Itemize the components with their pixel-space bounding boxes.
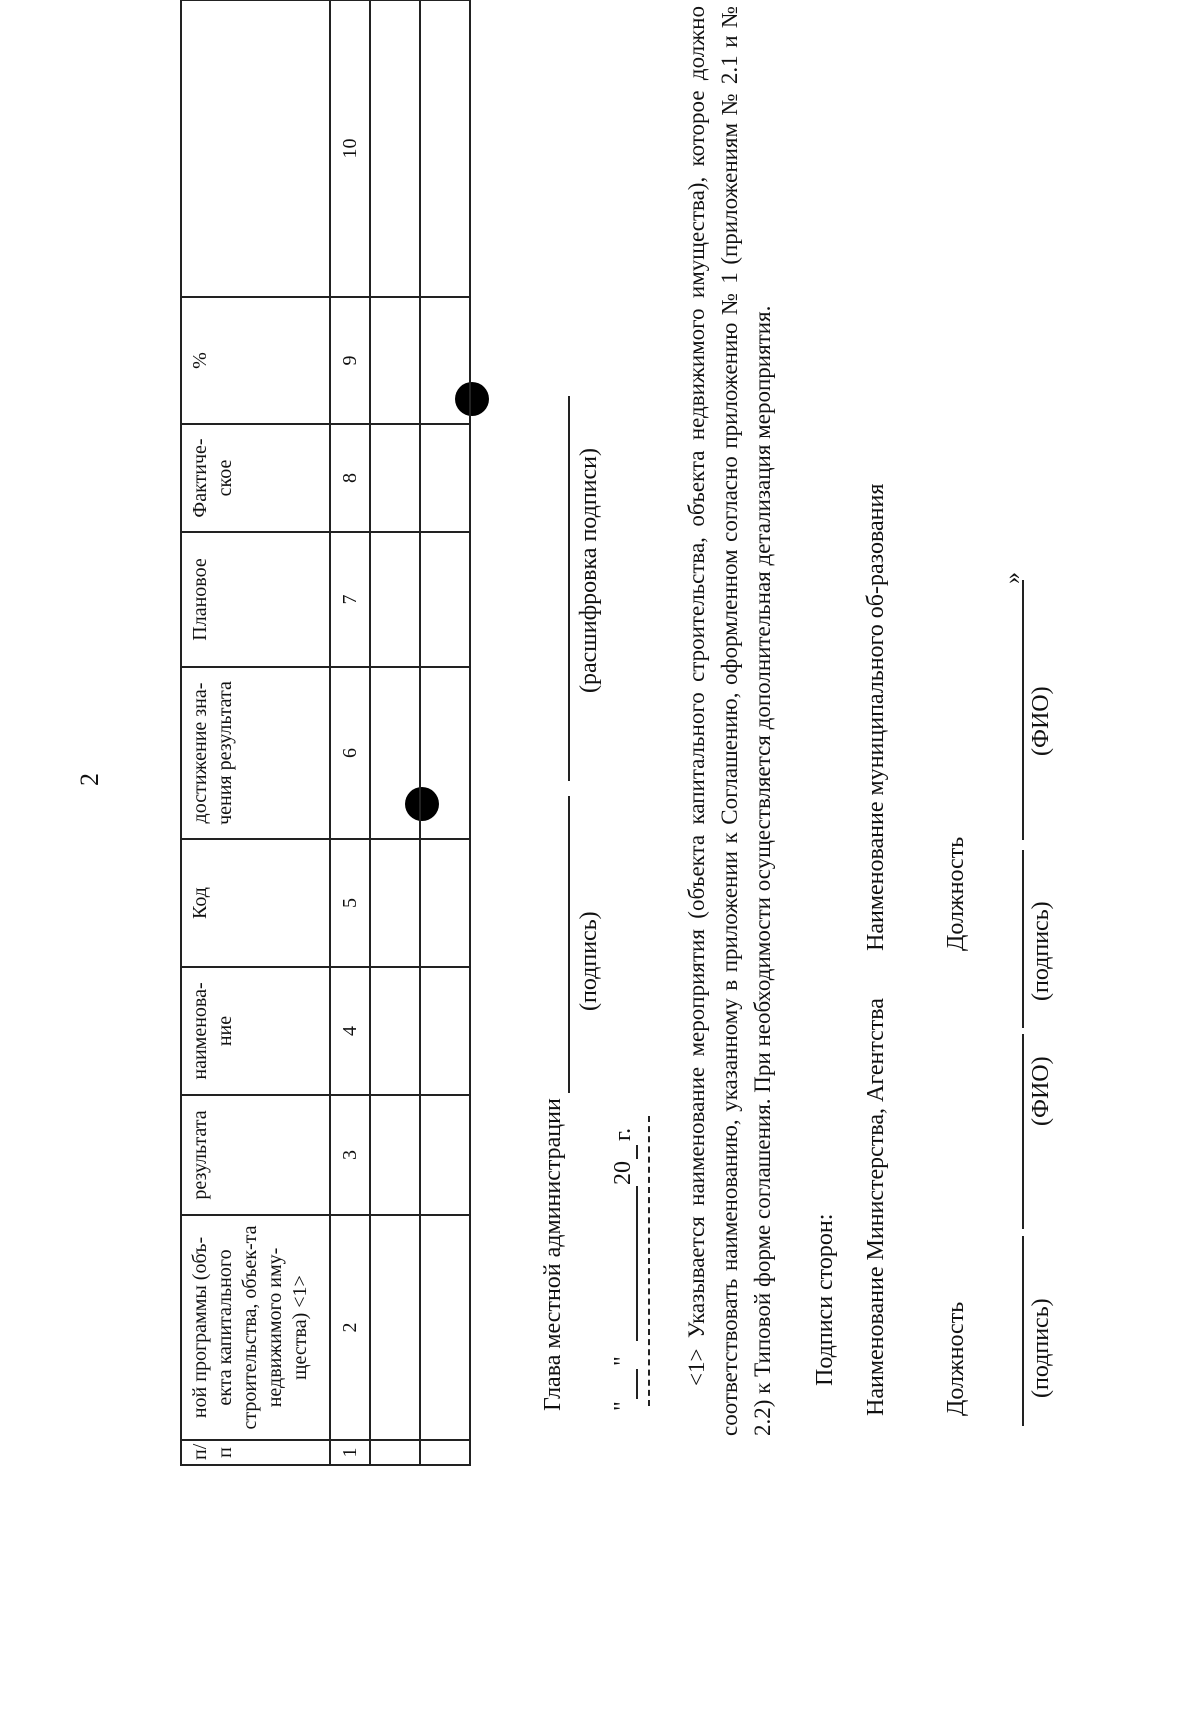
column-number-cell: 2 bbox=[330, 1215, 370, 1440]
table-header-row bbox=[181, 0, 330, 1465]
left-signature-line bbox=[1022, 1236, 1024, 1426]
left-signature-caption: (подпись) bbox=[1028, 1298, 1054, 1398]
column-number-cell: 3 bbox=[330, 1095, 370, 1215]
column-number-cell: 6 bbox=[330, 667, 370, 839]
header-cell bbox=[181, 0, 330, 297]
date-year-line bbox=[636, 1145, 638, 1159]
column-number-cell: 9 bbox=[330, 297, 370, 424]
results-table bbox=[180, 0, 471, 1466]
date-underline bbox=[648, 1116, 650, 1406]
right-name-line bbox=[1022, 580, 1024, 840]
column-number-cell: 4 bbox=[330, 967, 370, 1095]
column-number-cell: 8 bbox=[330, 424, 370, 532]
footnote-text: <1> Указывается наименование мероприятия (объекта капитального строительства, объекта недвижимого имущества), которое должно соответствовать наименованию, указанному в приложении к Соглашению, оформленном согласно приложению № 1 (приложениям № 2.1 и № 2.2) к Типовой форме соглашения. При необходимости осуществляется дополнительная детализация мероприятия. bbox=[684, 6, 775, 1436]
head-of-administration-label: Глава местной администрации bbox=[540, 1098, 566, 1411]
page-number: 2 bbox=[75, 773, 104, 786]
right-name-caption: (ФИО) bbox=[1028, 686, 1054, 756]
right-signature-line bbox=[1022, 850, 1024, 1028]
head-decryption-line bbox=[568, 396, 570, 781]
header-cell: результата bbox=[181, 1095, 330, 1215]
column-number-cell: 10 bbox=[330, 0, 370, 297]
header-cell: п/п bbox=[181, 1440, 330, 1465]
left-position: Должность bbox=[943, 1301, 969, 1416]
head-signature-line bbox=[568, 796, 570, 1093]
header-cell: достижение зна-чения результата bbox=[181, 667, 330, 839]
column-number-row bbox=[330, 0, 370, 1465]
head-decryption-caption: (расшифровка подписи) bbox=[576, 448, 602, 693]
table-row bbox=[420, 0, 470, 1465]
header-cell: % bbox=[181, 297, 330, 424]
header-cell: наименова-ние bbox=[181, 967, 330, 1095]
left-name-caption: (ФИО) bbox=[1028, 1056, 1054, 1126]
date-day-line bbox=[636, 1369, 638, 1399]
column-number-cell: 5 bbox=[330, 839, 370, 967]
header-cell: Фактиче-ское bbox=[181, 424, 330, 532]
header-cell: Плановое bbox=[181, 532, 330, 667]
header-cell: Код bbox=[181, 839, 330, 967]
right-position: Должность bbox=[943, 836, 969, 951]
date-suffix: г. bbox=[610, 1127, 636, 1141]
column-number-cell: 1 bbox=[330, 1440, 370, 1465]
parties-title: Подписи сторон: bbox=[812, 1213, 838, 1386]
date-open-quote: " bbox=[610, 1401, 636, 1411]
head-signature-caption: (подпись) bbox=[576, 911, 602, 1011]
date-year-prefix: 20 bbox=[610, 1161, 636, 1185]
right-org-name: Наименование муниципального об-разования bbox=[863, 483, 889, 951]
date-close-quote: " bbox=[610, 1356, 636, 1366]
date-month-line bbox=[636, 1186, 638, 1341]
closing-quote: » bbox=[1000, 572, 1026, 584]
header-cell: ной программы (объ-екта капитального строительства, объек-та недвижимого иму-щества) <1> bbox=[181, 1215, 330, 1440]
left-name-line bbox=[1022, 1034, 1024, 1229]
left-org-name: Наименование Министерства, Агентства bbox=[863, 998, 889, 1416]
table-row bbox=[370, 0, 420, 1465]
column-number-cell: 7 bbox=[330, 532, 370, 667]
right-signature-caption: (подпись) bbox=[1028, 901, 1054, 1001]
